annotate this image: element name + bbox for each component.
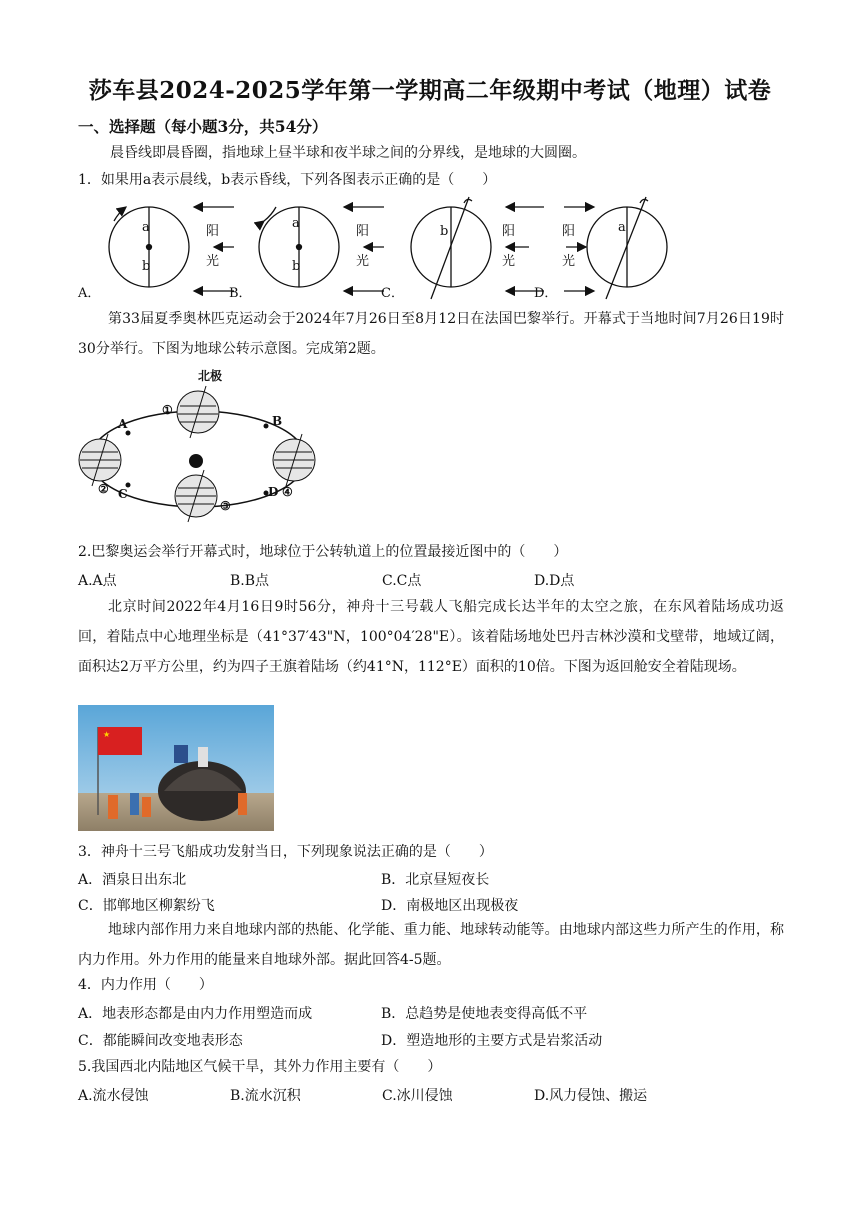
question-2-stem: 2.巴黎奥运会举行开幕式时，地球位于公转轨道上的位置最接近图中的（ ）: [78, 544, 568, 560]
option-label-d: D．: [534, 286, 558, 301]
q5-option-c: C.冰川侵蚀: [382, 1088, 453, 1104]
q5-option-a: A.流水侵蚀: [78, 1088, 149, 1104]
question-2-options: [78, 570, 778, 590]
point-d-label: D: [268, 485, 279, 499]
diagram-b: [259, 207, 384, 291]
q3-option-a: A．酒泉日出东北: [78, 872, 187, 888]
question-4-options: [78, 1003, 778, 1053]
sun-text-2: 光: [356, 254, 370, 269]
q2-option-b: B.B点: [230, 573, 270, 589]
q1-diagrams: [74, 195, 694, 307]
sun-text-1: 阳: [502, 224, 516, 239]
q4-option-b: B．总趋势是使地表变得高低不平: [381, 1006, 588, 1022]
section-heading: 一、选择题（每小题3分，共54分）: [78, 117, 328, 136]
sun-dot: [189, 454, 203, 468]
sun-text-2: 光: [206, 254, 220, 269]
option-label-c: C．: [381, 286, 404, 301]
label-a: a: [142, 220, 150, 235]
q4-option-c: C．都能瞬间改变地表形态: [78, 1033, 243, 1049]
label-b: b: [440, 224, 449, 239]
landing-photo: [78, 705, 274, 831]
q2-option-d: D.D点: [534, 573, 575, 589]
label-b: b: [142, 259, 151, 274]
pos-3-label: ③: [220, 499, 231, 513]
point-a-label: A: [118, 417, 128, 431]
diagram-d: [564, 197, 667, 299]
intro-paragraph-2: 第33届夏季奥林匹克运动会于2024年7月26日至8月12日在法国巴黎举行。开幕式于当地时间7月26日19时30分举行。下图为地球公转示意图。完成第2题。: [78, 311, 784, 357]
diagram-c: [411, 197, 544, 299]
question-3-stem: 3．神舟十三号飞船成功发射当日，下列现象说法正确的是（ ）: [78, 844, 493, 860]
pos-2-label: ②: [98, 482, 109, 496]
north-pole-label: 北极: [198, 369, 223, 383]
intro-paragraph-4: 地球内部作用力来自地球内部的热能、化学能、重力能、地球转动能等。由地球内部这些力所产生的作用，称内力作用。外力作用的能量来自地球外部。据此回答4-5题。: [78, 922, 784, 968]
label-a: a: [292, 216, 300, 231]
sun-text-2: 光: [502, 254, 516, 269]
q2-option-c: C.C点: [382, 573, 422, 589]
question-1-stem: 1．如果用a表示晨线，b表示昏线，下列各图表示正确的是（ ）: [78, 172, 497, 188]
intro-paragraph-3: 北京时间2022年4月16日9时56分，神舟十三号载人飞船完成长达半年的太空之旅，在东风着陆场成功返回，着陆点中心地理坐标是（41°37′43"N，100°04′28"E）。该着陆场地处巴丹吉林沙漠和戈壁带，地域辽阔，面积达2万平方公里，约为四子王旗着陆场（约41°N，112°E）面积的10倍。下图为返回舱安全着陆现场。: [78, 599, 784, 675]
intro-paragraph-1: 晨昏线即晨昏圈，指地球上昼半球和夜半球之间的分界线，是地球的大圆圈。: [110, 145, 586, 161]
point-c-label: C: [118, 487, 128, 501]
option-label-a: A．: [78, 286, 101, 301]
q2-option-a: A.A点: [78, 573, 117, 589]
label-a: a: [618, 220, 626, 235]
question-3-options: [78, 869, 778, 919]
sun-text-1: 阳: [206, 224, 220, 239]
orbit-diagram: [76, 364, 326, 532]
diagram-a: [109, 207, 234, 291]
q4-option-a: A．地表形态都是由内力作用塑造而成: [78, 1006, 313, 1022]
q3-option-c: C．邯郸地区柳絮纷飞: [78, 898, 215, 914]
point-b-label: B: [272, 414, 283, 428]
q5-option-d: D.风力侵蚀、搬运: [534, 1088, 648, 1104]
sun-text-2: 光: [562, 254, 576, 269]
pos-1-label: ①: [162, 403, 173, 417]
sun-text-1: 阳: [562, 224, 576, 239]
question-4-stem: 4．内力作用（ ）: [78, 977, 213, 993]
svg-text:★: ★: [103, 730, 111, 739]
sun-text-1: 阳: [356, 224, 370, 239]
question-5-stem: 5.我国西北内陆地区气候干旱，其外力作用主要有（ ）: [78, 1059, 442, 1075]
pos-4-label: ④: [282, 485, 293, 499]
q3-option-d: D．南极地区出现极夜: [381, 898, 519, 914]
question-5-options: [78, 1085, 778, 1105]
label-b: b: [292, 259, 301, 274]
option-label-b: B．: [229, 286, 252, 301]
exam-title: 莎车县2024-2025学年第一学期高二年级期中考试（地理）试卷: [88, 77, 772, 104]
q5-option-b: B.流水沉积: [230, 1088, 301, 1104]
q4-option-d: D．塑造地形的主要方式是岩浆活动: [381, 1033, 603, 1049]
q3-option-b: B．北京昼短夜长: [381, 872, 490, 888]
